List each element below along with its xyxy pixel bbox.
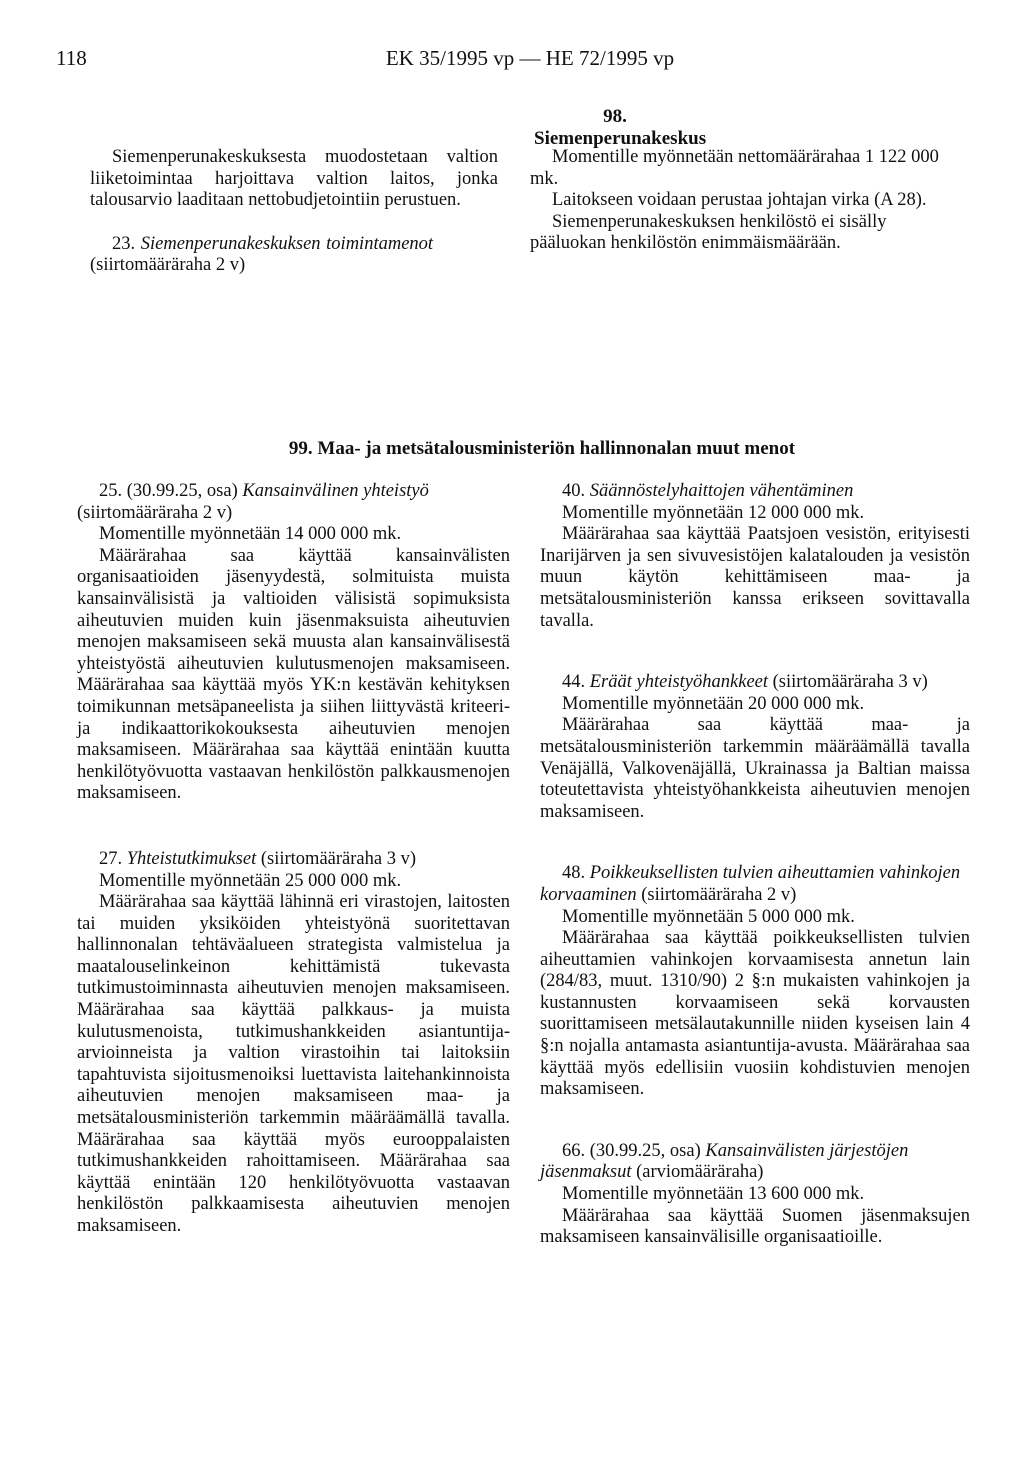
- item-48-type: (siirtomääräraha 2 v): [641, 884, 797, 905]
- section-99-left-column: [77, 481, 510, 1238]
- item-66-body: Määrärahaa saa käyttää Suomen jäsenmaksujen maksamiseen kansainvälisille organisaatioille.: [540, 1205, 970, 1248]
- item-27-appropriation: Momentille myönnetään 25 000 000 mk.: [99, 870, 402, 891]
- item-66-appropriation: Momentille myönnetään 13 600 000 mk.: [562, 1184, 865, 1205]
- item-23-type: (siirtomääräraha 2 v): [90, 255, 246, 276]
- item-40-appropriation: Momentille myönnetään 12 000 000 mk.: [562, 502, 865, 523]
- item-44-number: 44.: [562, 672, 586, 693]
- item-48-body: Määrärahaa saa käyttää poikkeuksellisten tulvien aiheuttamien vahinkojen korvaamisesta annetun lain (284/83, muut. 1310/90) 2 §:n mukaisten vahinkojen ja kustannusten korvaamiseen sekä korvausten suorittamiseen metsälautakunnille niiden kyseisen lain 4 §:n nojalla antamasta asiantuntija-avusta. Määrärahaa saa käyttää myös edellisiin vuosiin kohdistuvien menojen maksamiseen.: [540, 928, 970, 1100]
- item-27-body: Määrärahaa saa käyttää lähinnä eri virastojen, laitosten tai muiden yksiköiden yhteistyönä suoritettavan hallinnonalan tehtäväalueen strategista valmistelua ja maatalouselinkeinon kehittämistä tukevasta tutkimustoiminnasta aiheutuvien menojen maksamiseen. Määrärahaa saa käyttää palkkaus- ja muista kulutusmenoista, tutkimushankkeiden asiantuntija-arvioinneista ja valtion virastoihin tai laitoksiin tapahtuvista sijoitusmenoiksi luettavista laitehankinnoista aiheutuvien menojen maksamiseen maa- ja metsätalousministeriön tarkemmin määräämällä tavalla. Määrärahaa saa käyttää myös eurooppalaisten tutkimushankkeiden rahoittamiseen. Määrärahaa saa käyttää enintään 120 henkilötyövuotta vastaavan henkilöstön palkkaamisesta aiheutuvien menojen maksamiseen.: [77, 892, 510, 1236]
- item-25-number: 25. (30.99.25, osa): [99, 481, 238, 501]
- item-44-appropriation: Momentille myönnetään 20 000 000 mk.: [562, 693, 865, 714]
- section-99-right-column: [540, 481, 970, 1249]
- section-98-left-column: [90, 147, 498, 277]
- section-98-appropriation: Momentille myönnetään nettomäärärahaa 1 122 000 mk.: [530, 147, 939, 189]
- item-48-number: 48.: [562, 863, 586, 884]
- item-44-title: Eräät yhteistyöhankkeet: [589, 672, 769, 693]
- section-98-right-column: [530, 147, 966, 255]
- item-40-title: Säännöstelyhaittojen vähentäminen: [589, 481, 854, 501]
- item-40-body: Määrärahaa saa käyttää Paatsjoen vesistön, erityisesti Inarijärven ja sen sivuvesistöjen kalatalouden ja vesistön muun käytön kehittämiseen maa- ja metsätalousministeriön kanssa erikseen sovittavalla tavalla.: [540, 524, 970, 631]
- page-number: 118: [56, 46, 87, 70]
- item-66-number: 66. (30.99.25, osa): [562, 1140, 701, 1161]
- item-25-appropriation: Momentille myönnetään 14 000 000 mk.: [99, 524, 402, 545]
- item-44-body: Määrärahaa saa käyttää maa- ja metsätalousministeriön tarkemmin määräämällä tavalla Venäjällä, Valkovenäjällä, Ukrainassa ja Baltian maissa toteutettavista yhteistyöhankkeista aiheutuvien menojen maksamiseen.: [540, 715, 970, 822]
- section-98-heading: 98. Siemenperunakeskus: [534, 106, 707, 149]
- section-98-staff: Siemenperunakeskuksen henkilöstö ei sisälly pääluokan henkilöstön enimmäismäärään.: [530, 211, 887, 254]
- item-44: [540, 672, 970, 823]
- item-25-type: (siirtomääräraha 2 v): [77, 502, 233, 523]
- item-25: [77, 481, 510, 805]
- item-40: [540, 481, 970, 632]
- item-25-title: Kansainvälinen yhteistyö: [242, 481, 429, 501]
- item-27-type: (siirtomääräraha 3 v): [260, 848, 416, 869]
- item-66: [540, 1141, 970, 1249]
- item-66-title: Kansainvälisten järjestöjen jäsenmaksut: [540, 1140, 909, 1183]
- item-23-title: Siemenperunakeskuksen toimintamenot: [140, 233, 434, 254]
- running-title: EK 35/1995 vp — HE 72/1995 vp: [385, 46, 675, 70]
- item-66-type: (arviomääräraha): [636, 1162, 764, 1183]
- section-98-post: Laitokseen voidaan perustaa johtajan virka (A 28).: [552, 190, 927, 211]
- item-44-type: (siirtomääräraha 3 v): [772, 672, 928, 693]
- section-99-heading: 99. Maa- ja metsätalousministeriön hallinnonalan muut menot: [288, 438, 796, 459]
- item-27: [77, 849, 510, 1238]
- item-23-heading: [90, 234, 498, 256]
- item-27-number: 27.: [99, 848, 123, 869]
- item-48-title: Poikkeuksellisten tulvien aiheuttamien vahinkojen korvaaminen: [540, 863, 961, 905]
- item-25-body: Määrärahaa saa käyttää kansainvälisten organisaatioiden jäsenyydestä, solmituista muista kansainvälisistä ja valtioiden välisistä sopimuksista aiheutuvien muiden kuin jäsenmaksuista aiheutuvien menojen maksamiseen sekä muusta alan kansainvälisestä yhteistyöstä aiheutuvien kulutusmenojen maksamiseen. Määrärahaa saa käyttää myös YK:n kestävän kehityksen toimikunnan metsäpaneelista ja siihen liittyvästä kriteeri- ja indikaattorikokouksesta aiheutuvien menojen maksamiseen. Määrärahaa saa käyttää enintään kuutta henkilötyövuotta vastaavan henkilöstön palkkausmenojen maksamiseen.: [77, 545, 510, 804]
- item-48: [540, 863, 970, 1101]
- item-40-number: 40.: [562, 481, 586, 501]
- item-23-number: 23.: [112, 233, 136, 254]
- item-48-appropriation: Momentille myönnetään 5 000 000 mk.: [562, 906, 855, 927]
- section-98-intro: Siemenperunakeskuksesta muodostetaan valtion liiketoimintaa harjoittava valtion laitos, jonka talousarvio laaditaan nettobudjetointiin perustuen.: [90, 147, 498, 211]
- item-27-title: Yhteistutkimukset: [126, 848, 257, 869]
